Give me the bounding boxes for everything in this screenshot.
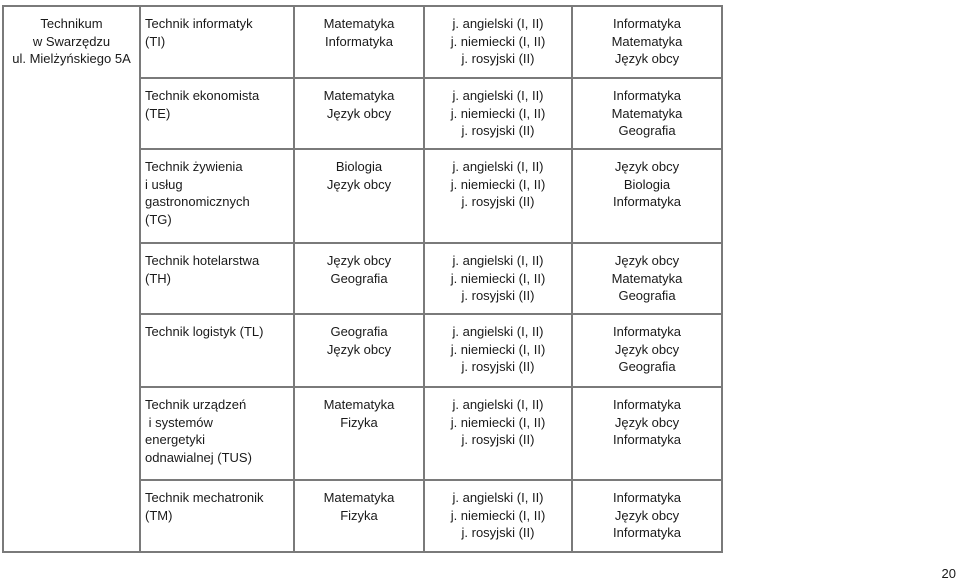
language-line: j. angielski (I, II) <box>452 397 544 412</box>
subject-line: Fizyka <box>340 507 378 523</box>
profession-line: odnawialnej (TUS) <box>145 449 252 465</box>
scored-subject-line: Matematyka <box>611 270 683 286</box>
profession-line: Technik mechatronik <box>145 490 264 505</box>
scored-subjects-cell <box>572 480 722 552</box>
school-town-line: w Swarzędzu <box>32 33 111 49</box>
language-line: j. rosyjski (II) <box>461 194 535 209</box>
profession-line: energetyki <box>145 432 205 447</box>
language-line: j. niemiecki (I, II) <box>450 414 546 430</box>
scored-subject-line: Język obcy <box>614 159 680 174</box>
language-line: j. angielski (I, II) <box>452 253 544 268</box>
subject-line: Język obcy <box>326 253 392 268</box>
profession-cell <box>140 314 294 387</box>
scored-subjects-cell <box>572 243 722 314</box>
languages-cell <box>424 149 572 243</box>
languages-cell <box>424 314 572 387</box>
language-line: j. angielski (I, II) <box>452 88 544 103</box>
subject-line: Biologia <box>335 159 383 174</box>
language-line: j. niemiecki (I, II) <box>450 176 546 192</box>
scored-subject-line: Informatyka <box>613 490 681 505</box>
subject-line: Język obcy <box>326 341 392 357</box>
subject-line: Matematyka <box>323 88 395 103</box>
scored-subject-line: Geografia <box>618 288 676 303</box>
recruitment-table <box>2 5 723 553</box>
subject-line: Informatyka <box>325 33 393 49</box>
extended-subjects-cell <box>294 149 424 243</box>
page-number: 20 <box>941 566 956 581</box>
school-cell <box>3 6 140 552</box>
table-row <box>3 6 722 78</box>
scored-subjects-cell <box>572 314 722 387</box>
profession-line: i usług <box>145 176 183 192</box>
profession-line: (TG) <box>145 211 172 227</box>
profession-line: gastronomicznych <box>145 194 250 209</box>
scored-subject-line: Język obcy <box>614 341 680 357</box>
language-line: j. rosyjski (II) <box>461 51 535 66</box>
scored-subject-line: Informatyka <box>613 88 681 103</box>
scored-subject-line: Informatyka <box>613 397 681 412</box>
scored-subject-line: Informatyka <box>613 16 681 31</box>
extended-subjects-cell <box>294 243 424 314</box>
language-line: j. rosyjski (II) <box>461 525 535 540</box>
scored-subjects-cell <box>572 6 722 78</box>
scored-subject-line: Informatyka <box>613 432 681 447</box>
school-address-line: ul. Mielżyńskiego 5A <box>12 51 131 66</box>
languages-cell <box>424 78 572 149</box>
profession-line: (TI) <box>145 33 166 49</box>
subject-line: Geografia <box>330 324 388 339</box>
extended-subjects-cell <box>294 387 424 480</box>
language-line: j. angielski (I, II) <box>452 159 544 174</box>
languages-cell <box>424 480 572 552</box>
profession-line: Technik żywienia <box>145 159 243 174</box>
profession-line: Technik ekonomista <box>145 88 260 103</box>
subject-line: Język obcy <box>326 105 392 121</box>
language-line: j. angielski (I, II) <box>452 324 544 339</box>
profession-cell <box>140 387 294 480</box>
scored-subject-line: Język obcy <box>614 507 680 523</box>
profession-cell <box>140 480 294 552</box>
scored-subjects-cell <box>572 149 722 243</box>
scored-subjects-cell <box>572 387 722 480</box>
profession-cell <box>140 6 294 78</box>
subject-line: Matematyka <box>323 490 395 505</box>
profession-line: i systemów <box>145 414 213 430</box>
scored-subject-line: Biologia <box>623 176 671 192</box>
language-line: j. angielski (I, II) <box>452 490 544 505</box>
subject-line: Fizyka <box>340 414 378 430</box>
subject-line: Geografia <box>330 270 388 286</box>
scored-subject-line: Język obcy <box>614 253 680 268</box>
subject-line: Matematyka <box>323 397 395 412</box>
language-line: j. niemiecki (I, II) <box>450 105 546 121</box>
profession-line: (TM) <box>145 507 173 523</box>
subject-line: Język obcy <box>326 176 392 192</box>
scored-subject-line: Geografia <box>618 123 676 138</box>
language-line: j. niemiecki (I, II) <box>450 270 546 286</box>
recruitment-table-body <box>3 6 722 552</box>
language-line: j. niemiecki (I, II) <box>450 33 546 49</box>
school-name-line: Technikum <box>40 16 103 31</box>
extended-subjects-cell <box>294 480 424 552</box>
scored-subject-line: Matematyka <box>611 105 683 121</box>
profession-line: Technik informatyk <box>145 16 253 31</box>
profession-line: (TH) <box>145 270 171 286</box>
subject-line: Matematyka <box>323 16 395 31</box>
language-line: j. angielski (I, II) <box>452 16 544 31</box>
language-line: j. rosyjski (II) <box>461 288 535 303</box>
profession-cell <box>140 149 294 243</box>
scored-subjects-cell <box>572 78 722 149</box>
language-line: j. niemiecki (I, II) <box>450 507 546 523</box>
scored-subject-line: Geografia <box>618 359 676 374</box>
language-line: j. niemiecki (I, II) <box>450 341 546 357</box>
language-line: j. rosyjski (II) <box>461 432 535 447</box>
scored-subject-line: Informatyka <box>613 324 681 339</box>
profession-line: (TE) <box>145 105 171 121</box>
scored-subject-line: Język obcy <box>614 51 680 66</box>
extended-subjects-cell <box>294 6 424 78</box>
scored-subject-line: Informatyka <box>613 194 681 209</box>
language-line: j. rosyjski (II) <box>461 359 535 374</box>
extended-subjects-cell <box>294 78 424 149</box>
language-line: j. rosyjski (II) <box>461 123 535 138</box>
profession-line: Technik urządzeń <box>145 397 247 412</box>
languages-cell <box>424 387 572 480</box>
profession-line: Technik logistyk (TL) <box>145 324 264 339</box>
scored-subject-line: Matematyka <box>611 33 683 49</box>
profession-cell <box>140 243 294 314</box>
document-page <box>2 5 721 553</box>
languages-cell <box>424 6 572 78</box>
extended-subjects-cell <box>294 314 424 387</box>
scored-subject-line: Informatyka <box>613 525 681 540</box>
languages-cell <box>424 243 572 314</box>
scored-subject-line: Język obcy <box>614 414 680 430</box>
profession-cell <box>140 78 294 149</box>
profession-line: Technik hotelarstwa <box>145 253 260 268</box>
